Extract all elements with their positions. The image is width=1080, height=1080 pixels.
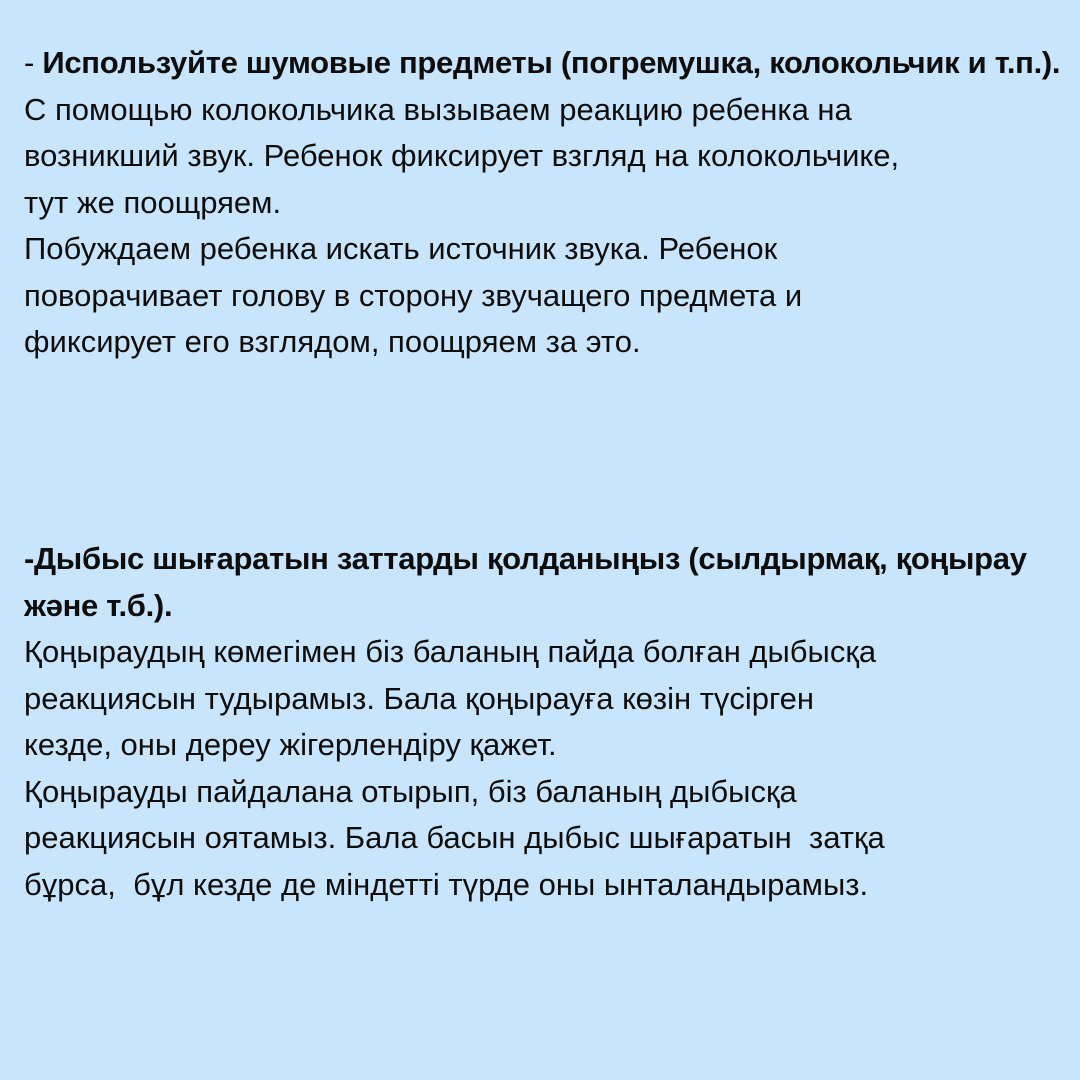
russian-body-line: тут же поощряем.	[24, 184, 282, 220]
kazakh-body-line: Қоңыраудың көмегімен біз баланың пайда болған дыбысқа	[24, 634, 877, 669]
kazakh-section	[24, 536, 1074, 908]
russian-body-line: Побуждаем ребенка искать источник звука. Ребенок	[24, 231, 778, 266]
russian-body-line: поворачивает голову в сторону звучащего предмета и	[24, 277, 803, 313]
russian-section	[24, 40, 1074, 366]
kazakh-body-line: бұрса, бұл кезде де міндетті түрде оны ынталандырамыз.	[24, 866, 869, 902]
russian-body-line: С помощью колокольчика вызываем реакцию ребенка на	[24, 91, 852, 127]
russian-body-line: возникший звук. Ребенок фиксирует взгляд на колокольчике,	[24, 138, 900, 173]
kazakh-heading: -Дыбыс шығаратын заттарды қолданыңыз (сылдырмақ, қоңырау және т.б.).	[24, 541, 1035, 623]
kazakh-body-line: Қоңырауды пайдалана отырып, біз баланың дыбысқа	[24, 773, 797, 809]
kazakh-body-line: реакциясын тудырамыз. Бала қоңырауға көзін түсірген	[24, 680, 815, 716]
kazakh-body-line: кезде, оны дереу жігерлендіру қажет.	[24, 727, 557, 762]
russian-heading	[24, 40, 1074, 87]
russian-body-line: фиксирует его взглядом, поощряем за это.	[24, 324, 641, 359]
russian-heading-text: Используйте шумовые предметы (погремушка, колокольчик и т.п.).	[42, 45, 1061, 80]
kazakh-body-line: реакциясын оятамыз. Бала басын дыбыс шығаратын затқа	[24, 820, 885, 855]
russian-heading-dash: -	[24, 45, 43, 80]
